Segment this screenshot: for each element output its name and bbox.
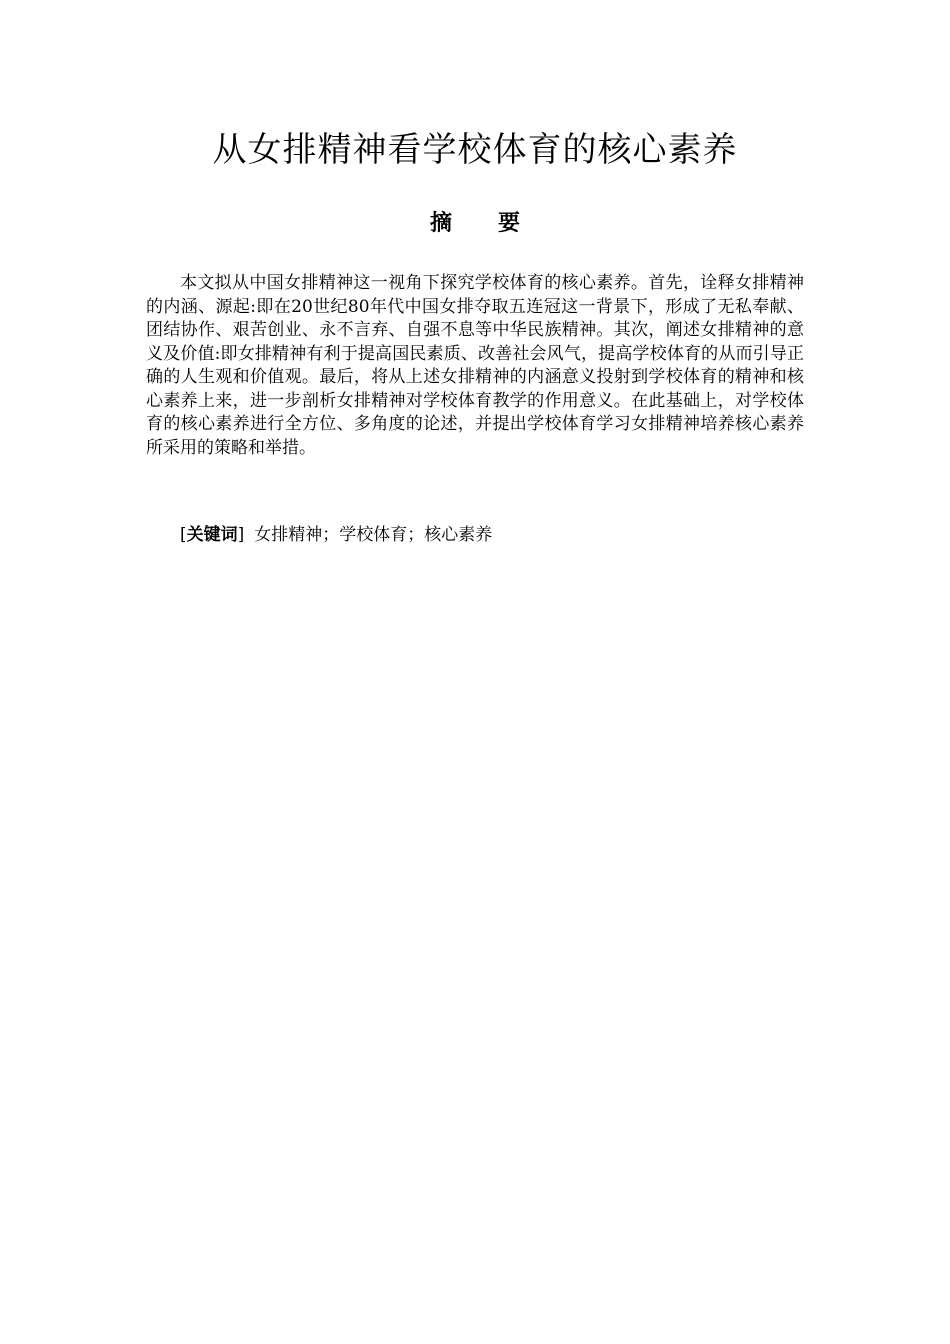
abstract-heading-char-2: 要 [498, 211, 521, 236]
keywords-label: 关键词 [186, 525, 238, 545]
abstract-heading-char-1: 摘 [429, 211, 452, 236]
keywords-line [180, 522, 800, 548]
keywords-close-bracket: ] [237, 525, 245, 545]
document-title: 从女排精神看学校体育的核心素养 [212, 130, 738, 170]
keywords-values: 女排精神；学校体育；核心素养 [254, 525, 493, 545]
keywords-open-bracket: [ [180, 525, 187, 545]
abstract-heading [0, 207, 950, 241]
abstract-body: 本文拟从中国女排精神这一视角下探究学校体育的核心素养。首先，诠释女排精神的内涵、源起:即在20世纪80年代中国女排夺取五连冠这一背景下，形成了无私奉献、团结协作、艰苦创业、永不言弃、自强不息等中华民族精神。其次，阐述女排精神的意义及价值:即女排精神有利于提高国民素质、改善社会风气，提高学校体育的从而引导正确的人生观和价值观。最后，将从上述女排精神的内涵意义投射到学校体育的精神和核心素养上来，进一步剖析女排精神对学校体育教学的作用意义。在此基础上，对学校体育的核心素养进行全方位、多角度的论述，并提出学校体育学习女排精神培养核心素养所采用的策略和举措。 [146, 273, 804, 458]
